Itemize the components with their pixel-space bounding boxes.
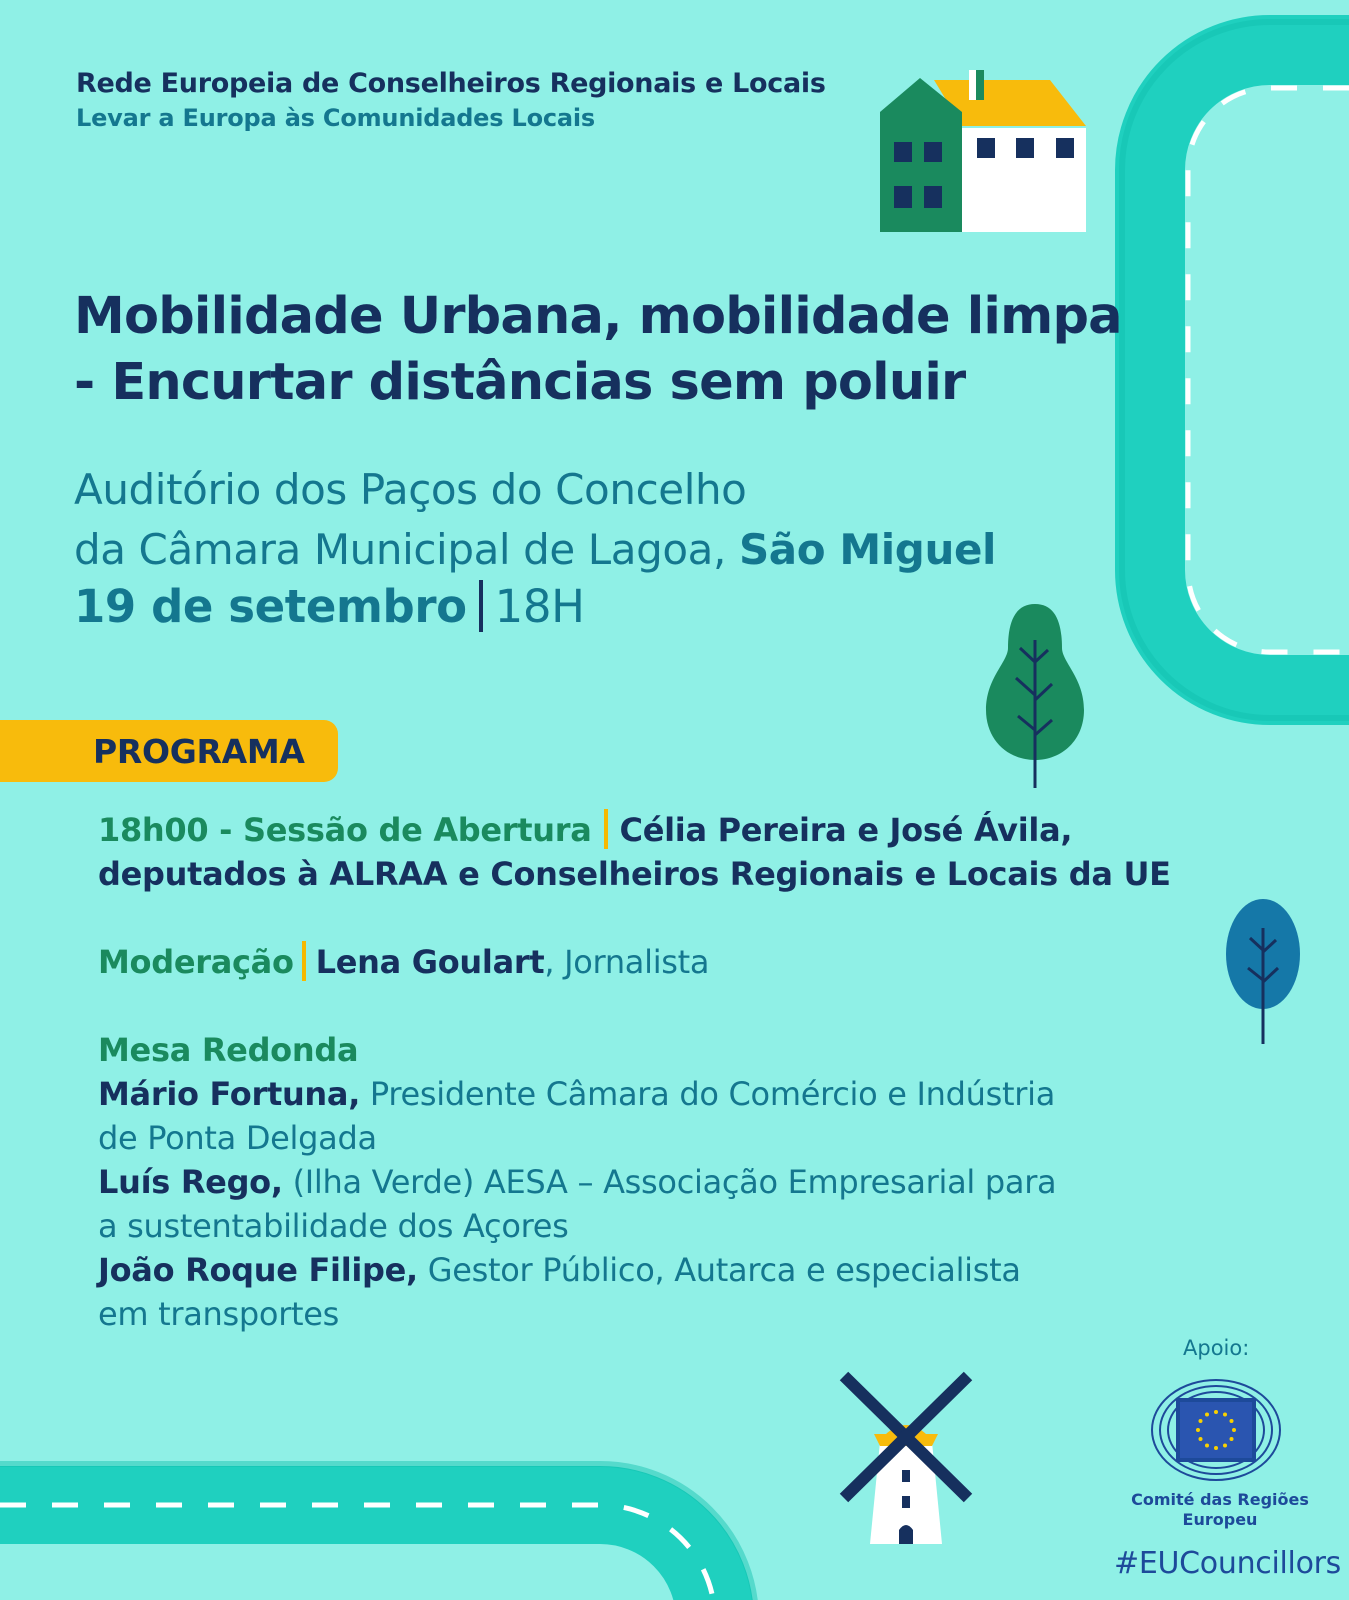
opening-speakers-role: deputados à ALRAA e Conselheiros Regionais e Locais da UE — [98, 855, 1171, 893]
org-tagline: Levar a Europa às Comunidades Locais — [76, 104, 596, 132]
event-title — [74, 284, 1134, 416]
support-label: Apoio: — [1183, 1336, 1250, 1360]
hashtag: #EUCouncillors — [1114, 1546, 1341, 1581]
venue-island: São Miguel — [738, 525, 997, 574]
round-table — [98, 1028, 1218, 1336]
panelist-role: (Ilha Verde) AESA – Associação Empresarial para — [282, 1163, 1057, 1201]
programa-badge — [0, 720, 338, 782]
moderator-role: , Jornalista — [544, 943, 710, 981]
panelist-name: João Roque Filipe, — [98, 1251, 418, 1289]
separator-bar — [604, 809, 608, 849]
panelist-name: Luís Rego, — [98, 1163, 283, 1201]
windmill-icon — [838, 1370, 974, 1546]
panelist-role-cont: de Ponta Delgada — [98, 1119, 377, 1157]
moderation — [98, 940, 1218, 984]
moderation-label: Moderação — [98, 943, 294, 981]
venue-line1: Auditório dos Paços do Concelho — [74, 465, 747, 514]
opening-line1 — [98, 808, 1218, 852]
cdr-name-line2: Europeu — [1182, 1510, 1258, 1529]
programa-label: PROGRAMA — [93, 732, 305, 771]
event-venue — [74, 460, 1134, 580]
opening-session — [98, 808, 1218, 896]
cdr-logo-icon — [1148, 1376, 1284, 1484]
opening-time-label: 18h00 - Sessão de Abertura — [98, 811, 592, 849]
org-name: Rede Europeia de Conselheiros Regionais e Locais — [76, 68, 826, 99]
panelist — [98, 1248, 1218, 1336]
event-time: 18H — [494, 580, 585, 633]
cdr-name-line1: Comité das Regiões — [1131, 1490, 1309, 1509]
panelist-role: Presidente Câmara do Comércio e Indústria — [360, 1075, 1056, 1113]
panelist-role: Gestor Público, Autarca e especialista — [417, 1251, 1021, 1289]
event-date: 19 de setembro — [74, 580, 467, 633]
round-table-label: Mesa Redonda — [98, 1031, 359, 1069]
venue-municipality: da Câmara Municipal de Lagoa, — [74, 525, 739, 574]
house-icon — [880, 68, 1090, 234]
event-title-line2: - Encurtar distâncias sem poluir — [74, 353, 966, 412]
venue-line2 — [74, 520, 1134, 580]
tree-icon — [980, 600, 1090, 790]
cdr-name — [1120, 1490, 1320, 1530]
tree-small-icon — [1224, 898, 1302, 1046]
panelist-name: Mário Fortuna, — [98, 1075, 361, 1113]
separator-bar — [302, 941, 306, 981]
moderator-name: Lena Goulart — [315, 943, 545, 981]
opening-speakers: Célia Pereira e José Ávila, — [619, 811, 1073, 849]
panelist — [98, 1160, 1218, 1248]
panelist-role-cont: em transportes — [98, 1295, 340, 1333]
panelist-role-cont: a sustentabilidade dos Açores — [98, 1207, 569, 1245]
panelist — [98, 1072, 1218, 1160]
event-datetime — [74, 580, 585, 633]
separator-bar — [479, 580, 483, 632]
event-title-line1: Mobilidade Urbana, mobilidade limpa — [74, 287, 1122, 346]
